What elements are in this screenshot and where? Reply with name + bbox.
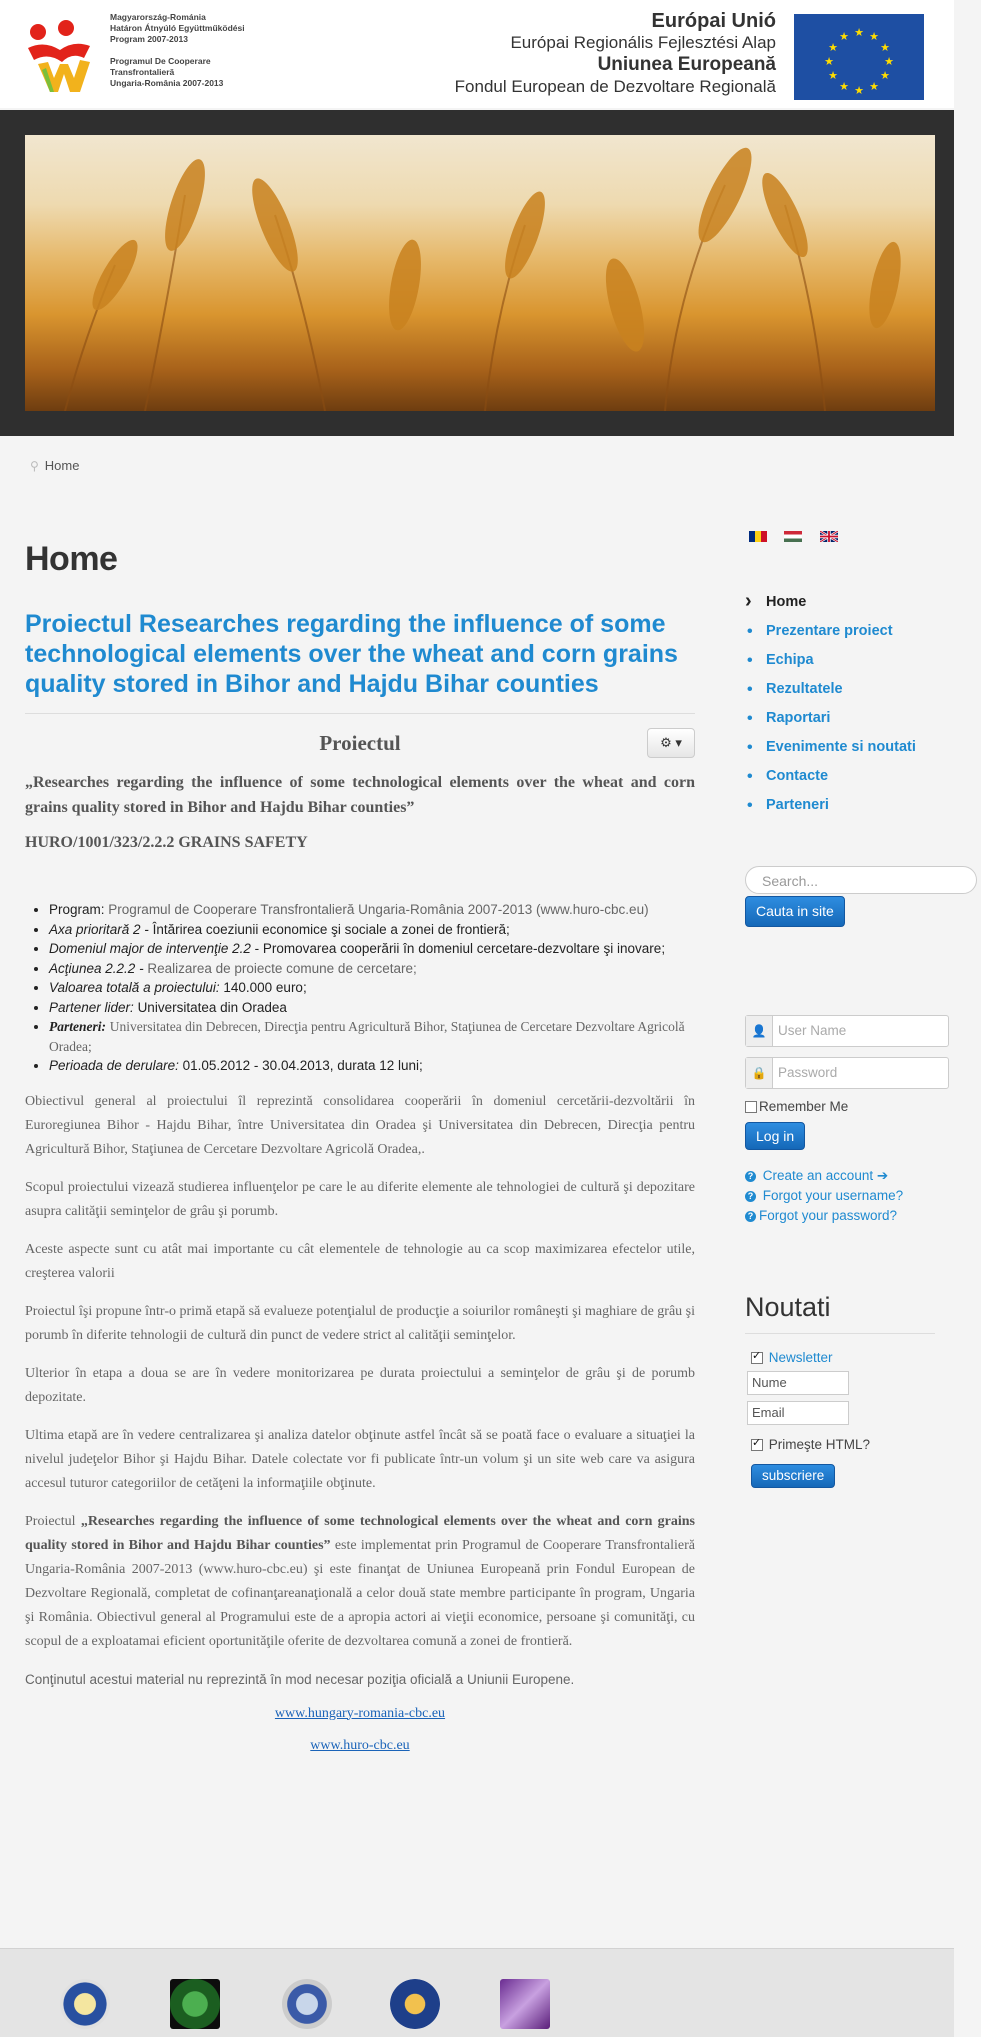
forgot-password-link[interactable]: ? Forgot your password? (745, 1206, 981, 1226)
eu-fund-ro: Fondul European de Dezvoltare Regională (454, 77, 776, 96)
svg-text:★: ★ (828, 69, 838, 82)
lock-icon: 🔒 (746, 1058, 773, 1088)
paragraph: Proiectul îşi propune într-o primă etapă să evalueze potenţialul de producţie a soiurilor româneşti şi maghiare de grâu şi porumb în diferite tehnologii de cultură din punct de vedere strict al calităţii seminţelor. (25, 1303, 695, 1343)
forgot-username-link[interactable]: ? Forgot your username? (745, 1186, 981, 1206)
user-icon: 👤 (746, 1016, 773, 1046)
remember-me: Remember Me (745, 1099, 981, 1114)
paragraph: Ulterior în etapa a doua se are în vedere monitorizarea pe durata proiectului a seminţelor de grâu şi de porumb depozitate. (25, 1365, 695, 1405)
svg-text:★: ★ (884, 55, 894, 68)
link-huro-cbc[interactable]: www.huro-cbc.eu (310, 1737, 410, 1753)
newsletter-checkbox[interactable] (751, 1352, 763, 1364)
list-item: • Valoarea totală a proiectului: 140.000 euro; (49, 978, 695, 998)
news-title: Noutati (745, 1292, 831, 1322)
divider (745, 1333, 935, 1334)
question-icon: ? (745, 1191, 756, 1202)
password-field[interactable]: 🔒 Password (745, 1057, 949, 1089)
sidebar-item-evenimente[interactable]: • Evenimente si noutati (745, 733, 981, 762)
sidebar-item-home[interactable]: › Home (745, 588, 981, 617)
partner-logo-icon[interactable] (500, 1979, 550, 2029)
username-field[interactable]: 👤 User Name (745, 1015, 949, 1047)
svg-text:★: ★ (880, 41, 890, 54)
svg-text:★: ★ (869, 80, 879, 93)
html-option: ✓ Primeşte HTML? (751, 1437, 981, 1452)
agriculture-directorate-logo-icon[interactable] (170, 1979, 220, 2029)
hu-flag-icon[interactable] (784, 531, 802, 542)
list-item: • Perioada de derulare: 01.05.2012 - 30.04.2013, durata 12 luni; (49, 1056, 695, 1076)
research-station-logo-icon[interactable] (282, 1979, 332, 2029)
summary-paragraph: Proiectul „Researches regarding the influence of some technological elements over the wheat and corn grains quality stored in Bihor and Hajdu Bihar counties” este implementat prin Programul de Cooperare Transfrontalieră Ungaria-România 2007-2013 (www.huro-cbc.eu) şi este finanţat de Uniunea Europeană prin Fondul European de Dezvoltare Regională, completat de cofinanţareanaţională a celor două state membre participante în program, Ungaria şi România. Obiectivul general al Programului este de a apropia actori ai vieţii economice, persoane şi comunităţi, cu scopul de a exploatamai eficient oportunităţile oferite de dezvoltarea comună a zonei de frontieră. (25, 1513, 696, 1649)
subscribe-button[interactable]: subscriere (751, 1464, 835, 1488)
sidebar-menu (745, 588, 981, 820)
program-hu-line-2: Határon Átnyúló Együttműködési (110, 23, 245, 33)
question-icon: ? (745, 1211, 756, 1222)
list-item: • Acţiunea 2.2.2 - Realizarea de proiecte comune de cercetare; (49, 959, 695, 979)
hero-banner (0, 110, 954, 436)
name-field[interactable]: Nume (747, 1371, 849, 1395)
svg-text:★: ★ (854, 26, 864, 39)
article-tools-button[interactable]: ⚙ ▾ (647, 728, 695, 758)
login-button[interactable]: Log in (745, 1122, 805, 1150)
bihor-police-logo-icon[interactable] (390, 1979, 440, 2029)
program-ro-line-2: Transfrontalieră (110, 67, 175, 77)
paragraph: Ultima etapă are în vedere centralizarea şi analiza datelor obţinute astfel încât să se poată face o evaluare a situaţiei la nivelul judeţelor Bihor şi Hajdu Bihar. Datele colectate vor fi publicate într-un volum şi un site web care va asigura accesul tuturor categoriilor de cetăţeni la informaţiile obţinute. (25, 1427, 695, 1491)
eu-logo-block (454, 10, 924, 102)
sidebar-item-parteneri[interactable]: • Parteneri (745, 791, 981, 820)
sidebar-item-contacte[interactable]: • Contacte (745, 762, 981, 791)
sidebar-item-prezentare-proiect[interactable]: • Prezentare proiect (745, 617, 981, 646)
university-oradea-logo-icon[interactable] (60, 1979, 110, 2029)
paragraph: Obiectivul general al proiectului îl reprezintă consolidarea cooperării în domeniul cercetării-dezvoltării în Euroregiunea Bihor - Hajdu Bihar, între Universitatea din Oradea şi Universitatea din Debrecen, Direcţia pentru Agricultură Bihor, Staţiunea de Cercetare Dezvoltare Agricolă Oradea,. (25, 1093, 695, 1157)
wheat-field-image (25, 135, 935, 411)
email-field[interactable]: Email (747, 1401, 849, 1425)
newsletter-option: ✓ Newsletter (751, 1350, 981, 1365)
svg-text:★: ★ (824, 55, 834, 68)
divider (25, 713, 695, 714)
sidebar-item-echipa[interactable]: • Echipa (745, 646, 981, 675)
eu-title-ro: Uniunea Europeană (597, 54, 776, 75)
list-item: • Domeniul major de intervenţie 2.2 - Promovarea cooperării în domeniul cercetare-dezvoltare şi inovare; (49, 939, 695, 959)
program-ro-line-1: Programul De Cooperare (110, 56, 211, 66)
question-icon: ? (745, 1171, 756, 1182)
program-logo (24, 12, 264, 104)
svg-text:★: ★ (869, 30, 879, 43)
ro-flag-icon[interactable] (749, 531, 767, 542)
search-input[interactable]: Search... (745, 866, 977, 894)
language-switcher (749, 528, 981, 548)
gear-icon: ⚙ (660, 735, 672, 750)
program-hu-line-1: Magyarország-Románia (110, 12, 206, 22)
svg-text:★: ★ (880, 69, 890, 82)
create-account-link[interactable]: ? Create an account ➔ (745, 1166, 981, 1186)
breadcrumb-home[interactable]: Home (44, 458, 80, 473)
search-button[interactable]: Cauta in site (745, 896, 845, 927)
sidebar-item-raportari[interactable]: • Raportari (745, 704, 981, 733)
list-item: • Parteneri: Universitatea din Debrecen, Direcţia pentru Agricultură Bihor, Staţiunea de Cercetare Dezvoltare Agricolă Oradea; (49, 1017, 695, 1056)
eu-flag-icon (794, 14, 924, 100)
disclaimer: Conţinutul acestui material nu reprezintă în mod necesar poziţia oficială a Uniunii Europene. (25, 1671, 575, 1687)
arrow-right-icon: ➔ (876, 1168, 889, 1183)
login-form (745, 1015, 981, 1226)
program-ro-line-3: Ungaria-România 2007-2013 (110, 78, 224, 88)
article-header (25, 726, 695, 760)
project-code: HURO/1001/323/2.2.2 GRAINS SAFETY (25, 834, 308, 851)
sidebar-item-rezultatele[interactable]: • Rezultatele (745, 675, 981, 704)
list-item: • Program: Programul de Cooperare Transfrontalieră Ungaria-România 2007-2013 (www.huro-cbc.eu) (49, 900, 695, 920)
svg-text:★: ★ (839, 30, 849, 43)
project-facts-list (25, 900, 695, 1076)
program-logo-mark-icon (24, 18, 104, 98)
paragraph: Aceste aspecte sunt cu atât mai importante cu cât elementele de tehnologie au ca scop maximizarea efectelor utile, creşterea valorii (25, 1241, 695, 1281)
account-links (745, 1166, 981, 1226)
svg-text:★: ★ (839, 80, 849, 93)
main-content (25, 540, 695, 1770)
remember-checkbox[interactable] (745, 1101, 757, 1113)
eu-fund-hu: Európai Regionális Fejlesztési Alap (510, 33, 776, 52)
uk-flag-icon[interactable] (820, 531, 838, 542)
project-heading[interactable]: Proiectul Researches regarding the influence of some technological elements over the wheat and corn grains quality stored in Bihor and Hajdu Bihar counties (25, 610, 678, 698)
link-hungary-romania[interactable]: www.hungary-romania-cbc.eu (274, 1705, 446, 1721)
project-quote-title: „Researches regarding the influence of some technological elements over the wheat and corn grains quality stored in Bihor and Hajdu Bihar counties” (25, 774, 695, 816)
paragraph: Scopul proiectului vizează studierea influenţelor pe care le au diferite elemente ale tehnologiei de cultură şi depozitare asupra calităţii seminţelor de grâu şi porumb. (25, 1179, 695, 1219)
svg-text:★: ★ (854, 84, 864, 97)
program-hu-line-3: Program 2007-2013 (110, 34, 188, 44)
breadcrumb (30, 458, 79, 473)
article-title: Proiectul (319, 731, 401, 755)
top-header (0, 0, 954, 108)
eu-title-hu: Európai Unió (651, 10, 776, 32)
location-pin-icon: ⚲ (30, 459, 39, 473)
sidebar (745, 528, 981, 1488)
list-item: • Partener lider: Universitatea din Oradea (49, 998, 695, 1018)
page-title: Home (25, 540, 118, 578)
html-checkbox[interactable] (751, 1439, 763, 1451)
footer (0, 1948, 954, 2037)
svg-text:★: ★ (828, 41, 838, 54)
list-item: • Axa prioritară 2 - Întărirea coeziunii economice şi sociale a zonei de frontieră; (49, 920, 695, 940)
